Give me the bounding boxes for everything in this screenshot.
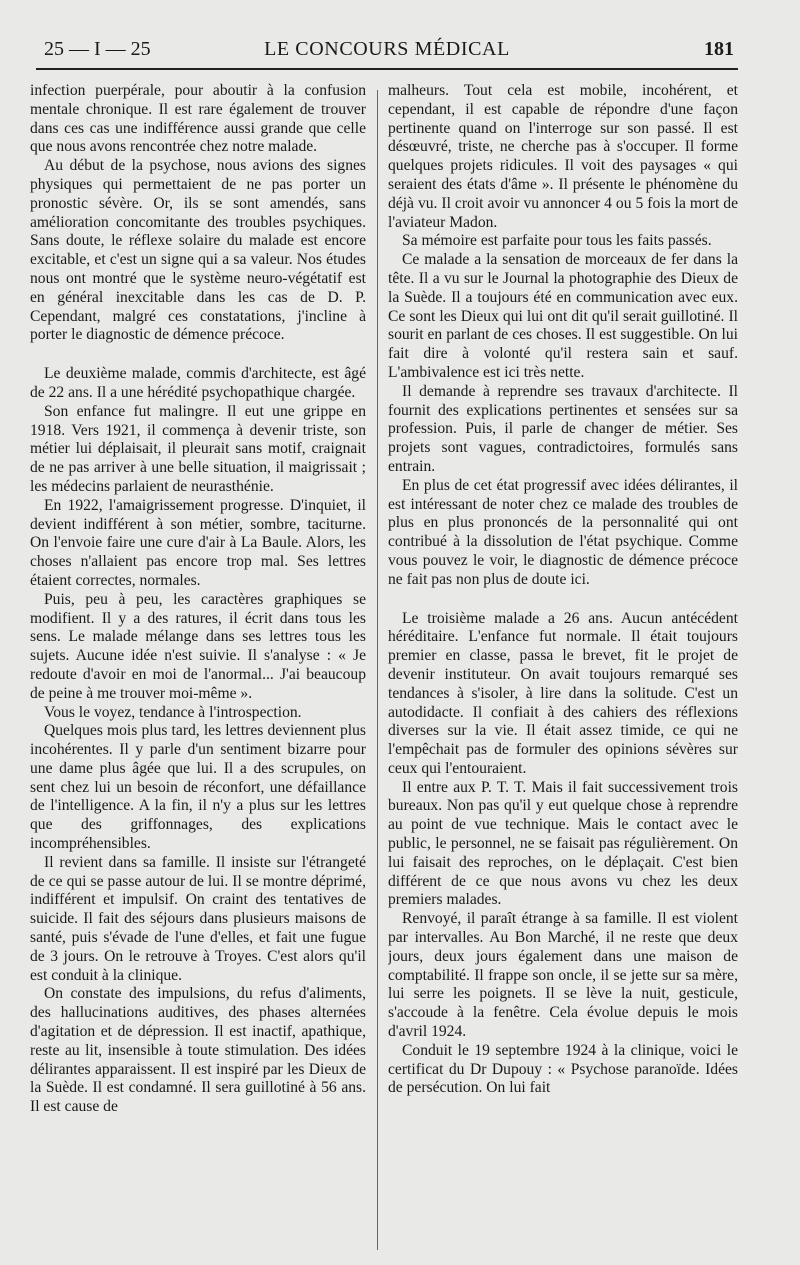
paragraph: malheurs. Tout cela est mobile, incohérent, et cependant, il est capable de répondre d'une façon pertinente quand on l'interroge sur son passé. Il est désœuvré, triste, ne cherche pas à s'occuper. Il forme quelques projets ridicules. Il voit des paysages « qui seraient des états d'âme ». Il présente le phénomène du déjà vu. Il croit avoir vu annoncer 4 ou 5 fois la mort de l'aviateur Madon. (388, 82, 738, 231)
paragraph: En 1922, l'amaigrissement progresse. D'inquiet, il devient indifférent à son métier, sombre, taciturne. On l'envoie faire une cure d'air à La Baule. Alors, les choses n'allaient pas encore trop mal. Ses lettres étaient correctes, normales. (30, 496, 366, 589)
paragraph: Il demande à reprendre ses travaux d'architecte. Il fournit des explications pertinentes et sensées sur sa profession. Puis, il parle de changer de métier. Ses projets sont vagues, contradictoires, formulés sans entrain. (388, 382, 738, 475)
page-header (36, 38, 738, 64)
journal-title: LE CONCOURS MÉDICAL (264, 38, 510, 60)
paragraph: En plus de cet état progressif avec idées délirantes, il est intéressant de noter chez ce malade des troubles de plus en plus prononcés de la personnalité qui ont contribué à la dissolution de l'état psychique. Comme vous pouvez le voir, le diagnostic de démence précoce ne fait pas non plus de doute ici. (388, 476, 738, 588)
paragraph: Renvoyé, il paraît étrange à sa famille. Il est violent par intervalles. Au Bon Marché, il ne reste que deux jours, deux jours également dans une maison de comptabilité. Il frappe son oncle, il se jette sur sa mère, lui serre les poignets. Il se lève la nuit, gesticule, s'accoude à la fenêtre. Cela évolue depuis le mois d'avril 1924. (388, 910, 738, 1041)
paragraph: Sa mémoire est parfaite pour tous les faits passés. (402, 232, 712, 250)
left-column (30, 82, 366, 1257)
paragraph: Vous le voyez, tendance à l'introspection. (44, 703, 302, 721)
column-divider (377, 90, 378, 1250)
page-number: 181 (704, 38, 734, 60)
paragraph: infection puerpérale, pour aboutir à la confusion mentale chronique. Il est rare également de trouver dans ces cas une indifférence aussi grande que celle que nous avons rencontrée chez notre malade. (30, 82, 366, 156)
paragraph: Puis, peu à peu, les caractères graphiques se modifient. Il y a des ratures, il écrit dans tous les sens. Le malade mélange dans ses lettres tous les sujets. Aucune idée n'est suivie. Il s'analyse : « Je redoute d'avoir en moi de l'anormal... J'ai beaucoup de peine à me trouver moi-même ». (30, 590, 366, 702)
paragraph: Ce malade a la sensation de morceaux de fer dans la tête. Il a vu sur le Journal la photographie des Dieux de la Suède. Il a toujours été en communication avec eux. Ce sont les Dieux qui lui ont dit qu'il serait guillotiné. Il sourit en parlant de ces choses. Il est suggestible. On lui fait dire à volonté qu'il restera sain et sauf. L'ambivalence est ici très nette. (388, 251, 738, 381)
paragraph: Conduit le 19 septembre 1924 à la clinique, voici le certificat du Dr Dupouy : « Psychose paranoïde. Idées de persécution. On lui fait (388, 1041, 738, 1097)
header-rule (36, 68, 738, 70)
paragraph: On constate des impulsions, du refus d'aliments, des hallucinations auditives, des phases alternées d'agitation et de dépression. Il est inactif, apathique, reste au lit, insensible à toute stimulation. Des idées délirantes apparaissent. Il est inspiré par les Dieux de la Suède. Il est condamné. Il sera guillotiné à 56 ans. Il est cause de (30, 985, 366, 1116)
issue-date: 25 — I — 25 (44, 38, 151, 60)
paragraph: Au début de la psychose, nous avions des signes physiques qui permettaient de ne pas porter un pronostic sévère. Or, ils se sont amendés, sans amélioration concomitante des troubles psychiques. Sans doute, le réflexe solaire du malade est encore excitable, et c'est un signe qui a sa valeur. Nos études nous ont montré que le système neuro-végétatif est en général inexcitable dans les cas de D. P. Cependant, malgré ces constatations, j'incline à porter le diagnostic de démence précoce. (30, 157, 366, 344)
paragraph: Quelques mois plus tard, les lettres deviennent plus incohérentes. Il y parle d'un sentiment bizarre pour une dame plus âgée que lui. Il a des scrupules, on sent chez lui un besoin de réconfort, une défaillance de l'intelligence. A la fin, il n'y a plus sur les lettres que des griffonnages, des explications incompréhensibles. (30, 722, 366, 853)
paragraph: Il revient dans sa famille. Il insiste sur l'étrangeté de ce qui se passe autour de lui. Il se montre déprimé, indifférent et impulsif. On craint des tentatives de suicide. Il fait des séjours dans plusieurs maisons de santé, puis s'évade de l'une d'elles, et fait une fugue de 3 jours. On le retrouve à Troyes. C'est alors qu'il est conduit à la clinique. (30, 853, 366, 984)
paragraph: Il entre aux P. T. T. Mais il fait successivement trois bureaux. Non pas qu'il y eut quelque chose à reprendre au point de vue technique. Mais le contact avec le public, le personnel, ne se faisait pas régulièrement. On lui faisait des reproches, on le déplaçait. C'est bien différent de ce que nous avons vu chez les deux premiers malades. (388, 778, 738, 909)
paragraph-case-three: Le troisième malade a 26 ans. Aucun antécédent héréditaire. L'enfance fut normale. Il était toujours premier en classe, passa le brevet, fit le projet de devenir instituteur. On avait toujours remarqué ses tendances à s'isoler, à lire dans la solitude. C'est un autodidacte. Il confiait à des cahiers des réflexions diverses sur la vie. Il était assez timide, ce qui ne l'empêchait pas de formuler des opinions sévères sur ceux qui l'entouraient. (388, 609, 738, 777)
right-column (388, 82, 738, 1257)
paragraph-case-two: Le deuxième malade, commis d'architecte, est âgé de 22 ans. Il a une hérédité psychopathique chargée. (30, 365, 366, 401)
paragraph: Son enfance fut malingre. Il eut une grippe en 1918. Vers 1921, il commença à devenir triste, son métier lui déplaisait, il pleurait sans motif, craignait de ne pas arriver à une belle situation, il maigrissait ; les médecins parlaient de neurasthénie. (30, 402, 366, 495)
